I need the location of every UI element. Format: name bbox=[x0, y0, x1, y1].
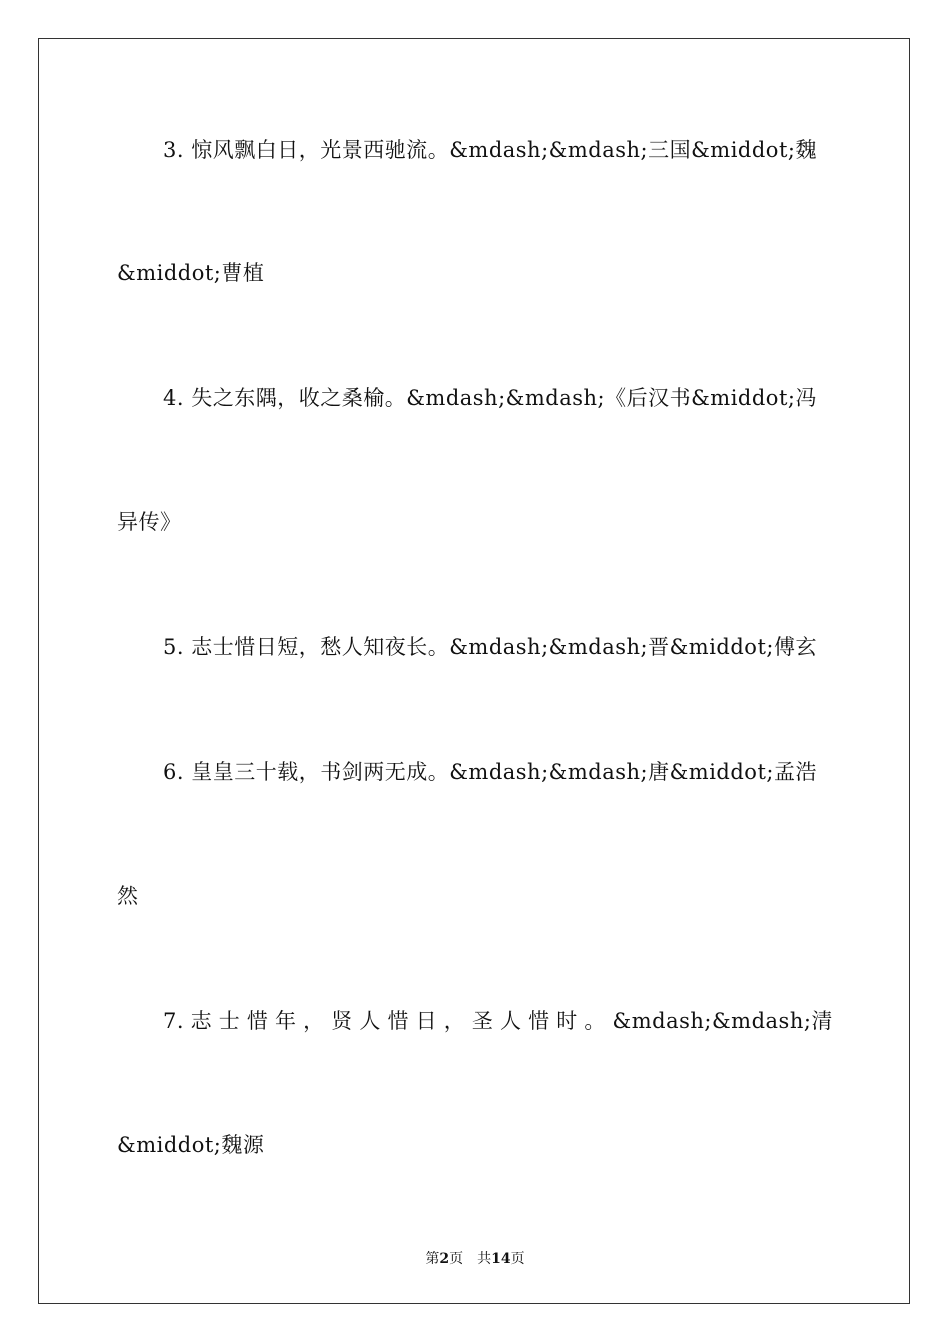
quote-line-4-cont: 异传》 bbox=[117, 510, 182, 534]
quote-line-7-seg: ， bbox=[443, 1009, 466, 1033]
quote-line-7-seg: 。 bbox=[584, 1009, 606, 1033]
footer-total-pages: 14 bbox=[491, 1251, 511, 1267]
footer-suffix: 页 bbox=[510, 1251, 525, 1267]
quote-line-7-seg: 士 bbox=[218, 1009, 241, 1033]
quote-line-5: 5. 志士惜日短，愁人知夜长。&mdash;&mdash;晋&middot;傅玄 bbox=[163, 635, 817, 659]
quote-line-3: 3. 惊风飘白日，光景西驰流。&mdash;&mdash;三国&middot;魏 bbox=[163, 138, 817, 162]
quote-line-7-seg: 惜 bbox=[387, 1009, 410, 1033]
page-footer bbox=[0, 1248, 950, 1268]
quote-line-7-seg: 惜 bbox=[246, 1009, 269, 1033]
quote-line-7-seg: 7. bbox=[163, 1009, 185, 1033]
quote-line-7-seg: 日 bbox=[415, 1009, 438, 1033]
quote-line-6: 6. 皇皇三十载，书剑两无成。&mdash;&mdash;唐&middot;孟浩 bbox=[163, 760, 817, 784]
quote-line-7-seg: 时 bbox=[556, 1009, 578, 1033]
quote-line-3-cont: &middot;曹植 bbox=[117, 261, 265, 285]
quote-line-7-seg: 志 bbox=[190, 1009, 213, 1033]
quote-line-7-seg: 惜 bbox=[528, 1009, 550, 1033]
quote-line-6-cont: 然 bbox=[117, 884, 139, 908]
quote-line-7-seg: ， bbox=[303, 1009, 325, 1033]
footer-mid: 页 共 bbox=[449, 1251, 492, 1267]
quote-line-7-seg: 人 bbox=[500, 1009, 522, 1033]
quote-line-7-seg: 年 bbox=[275, 1009, 297, 1033]
footer-prefix: 第 bbox=[425, 1251, 440, 1267]
quote-line-7-seg: 人 bbox=[359, 1009, 381, 1033]
quote-line-7-seg: &mdash;&mdash;清 bbox=[612, 1009, 833, 1033]
quote-line-7-seg: 圣 bbox=[471, 1009, 494, 1033]
page-frame bbox=[38, 38, 910, 1304]
quote-line-4: 4. 失之东隅，收之桑榆。&mdash;&mdash;《后汉书&middot;冯 bbox=[163, 386, 817, 410]
quote-line-7-cont: &middot;魏源 bbox=[117, 1133, 265, 1157]
footer-page-number: 2 bbox=[439, 1251, 450, 1267]
quote-line-7-seg: 贤 bbox=[331, 1009, 353, 1033]
quote-line-7 bbox=[163, 1007, 833, 1035]
